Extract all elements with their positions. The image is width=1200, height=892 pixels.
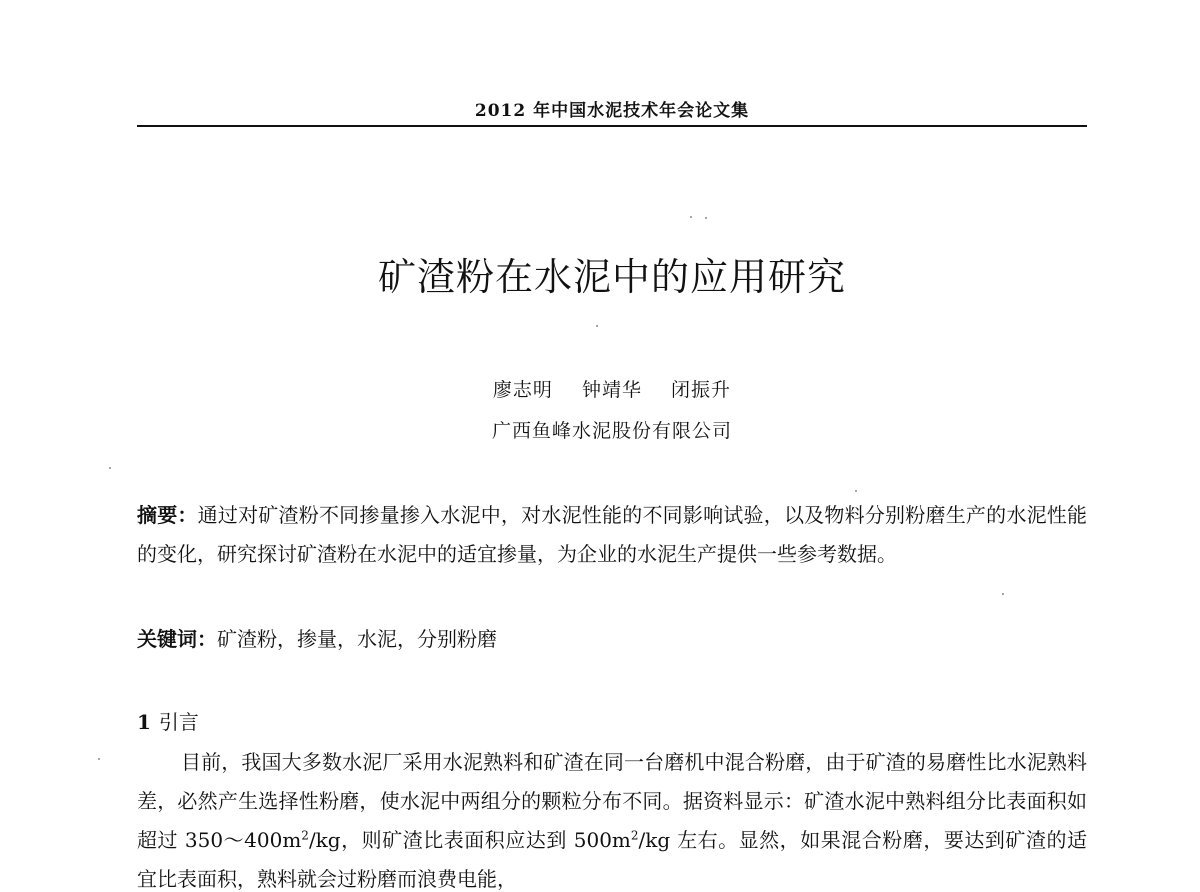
keywords-label: 关键词： (137, 627, 217, 651)
scan-speck (855, 490, 857, 492)
paper-title: 矿渣粉在水泥中的应用研究 (377, 255, 846, 299)
scan-speck (109, 467, 111, 469)
abstract-label: 摘要： (137, 503, 198, 527)
author-name: 钟靖华 (581, 379, 642, 401)
running-header: 2012 年中国水泥技术年会论文集 (474, 101, 750, 121)
paragraph-text: /kg 左右。显然，如果混合粉磨，要达到矿渣的适宜比表面积，熟料就会过粉磨而浪费电能， (137, 828, 1088, 891)
scan-speck (1002, 593, 1004, 595)
superscript: 2 (301, 828, 309, 843)
author-name: 闭振升 (671, 379, 732, 401)
abstract-text: 通过对矿渣粉不同掺量掺入水泥中，对水泥性能的不同影响试验，以及物料分别粉磨生产的水泥性能的变化，研究探讨矿渣粉在水泥中的适宜掺量，为企业的水泥生产提供一些参考数据。 (137, 503, 1088, 566)
header-rule (137, 125, 1087, 127)
scan-speck (690, 216, 692, 218)
paragraph-text: 目前，我国大多数水泥厂采用水泥熟料和矿渣在同一台磨机中混合粉磨，由于矿渣的易磨性比水泥熟料差，必然产生选择性粉磨，使水泥中两组分的颗粒分布不同。据资料显示：矿渣水泥中熟料组分比表面积如超过 350～400m (137, 750, 1087, 852)
section-number: 1 (137, 710, 151, 734)
keywords (137, 621, 1087, 657)
scan-speck (596, 325, 598, 327)
scan-speck (705, 217, 707, 219)
paragraph-text: /kg，则矿渣比表面积应达到 500m (308, 828, 631, 852)
affiliation: 广西鱼峰水泥股份有限公司 (491, 420, 732, 442)
section-title: 引言 (158, 710, 199, 734)
intro-paragraph (137, 743, 1087, 892)
author-list (137, 375, 1087, 402)
keywords-text: 矿渣粉，掺量，水泥，分别粉磨 (217, 627, 497, 651)
superscript: 2 (630, 828, 639, 843)
abstract (137, 496, 1087, 574)
author-name: 廖志明 (492, 379, 553, 401)
section-heading (137, 704, 199, 740)
scan-speck (98, 758, 100, 760)
